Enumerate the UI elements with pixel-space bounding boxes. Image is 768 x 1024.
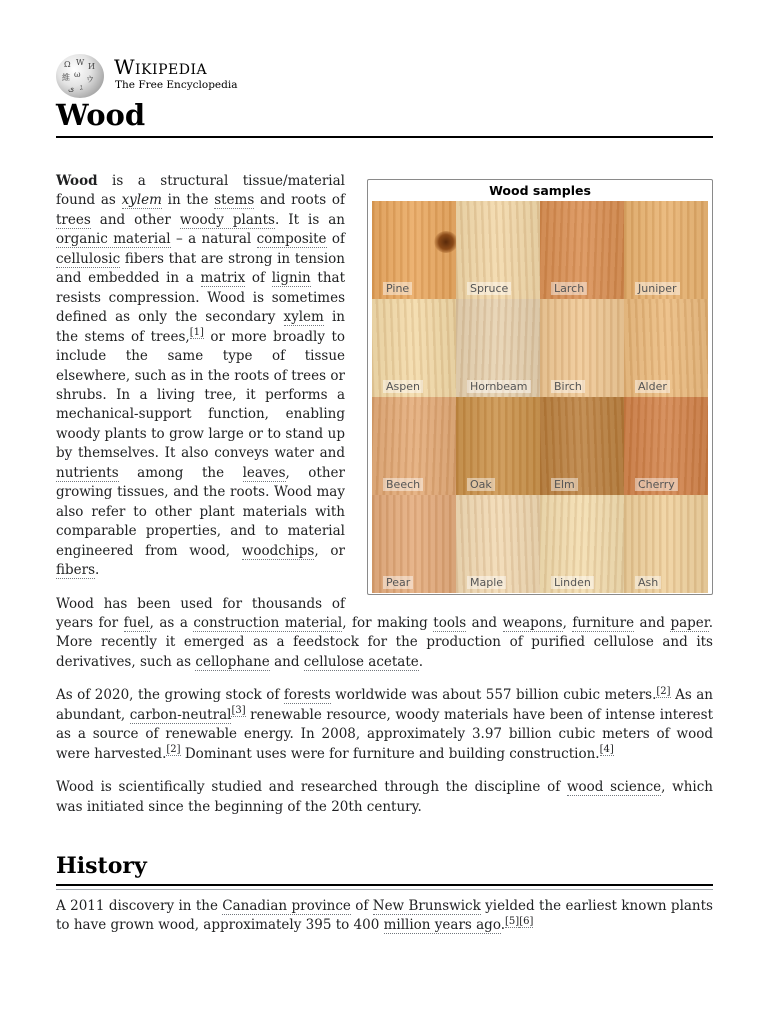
text: in the stems of trees, <box>56 309 345 345</box>
wood-samples-infobox <box>367 179 713 595</box>
link-fuel[interactable]: fuel <box>123 614 150 631</box>
link-cellulose-acetate[interactable]: cellulose acetate <box>303 653 419 670</box>
text: , or <box>314 542 345 559</box>
text: of <box>326 231 345 248</box>
wood-sample-juniper[interactable] <box>624 201 708 299</box>
wood-sample-label: Aspen <box>383 380 423 393</box>
text: yielded the earliest known plants to have grown wood, approximately 395 to 400 <box>56 898 713 934</box>
wood-sample-alder[interactable] <box>624 299 708 397</box>
wood-sample-ash[interactable] <box>624 495 708 593</box>
wood-sample-label: Birch <box>551 380 585 393</box>
text: worldwide was about 557 billion cubic meters. <box>330 687 657 704</box>
uses-paragraph <box>56 595 713 673</box>
text: . <box>500 917 506 934</box>
wood-sample-oak[interactable] <box>456 397 540 495</box>
link-cellulosic[interactable]: cellulosic <box>56 250 121 267</box>
text: , which was initiated since the beginning of the 20th century. <box>56 779 713 815</box>
text: . <box>95 562 100 579</box>
link-furniture[interactable]: furniture <box>572 614 635 631</box>
text: As of 2020, the growing stock of <box>56 687 284 704</box>
link-woody-plants[interactable]: woody plants <box>179 211 275 228</box>
wood-sample-label: Maple <box>467 576 506 589</box>
text: As an abundant, <box>56 687 713 723</box>
wood-sample-label: Oak <box>467 478 495 491</box>
wood-sample-label: Pine <box>383 282 412 295</box>
wood-sample-label: Pear <box>383 576 413 589</box>
text: . <box>418 653 424 670</box>
text: of <box>350 898 373 914</box>
link-wood-science[interactable]: wood science <box>566 779 662 796</box>
site-tagline: The Free Encyclopedia <box>115 79 238 91</box>
text: Wood is scientifically studied and researched through the discipline of <box>56 779 567 796</box>
link-xylem-2[interactable]: xylem <box>283 309 324 326</box>
text: Wood has been used for thousands of years for <box>56 595 345 631</box>
text: is a structural tissue/material found as <box>56 173 345 209</box>
wood-sample-cherry[interactable] <box>624 397 708 495</box>
wood-sample-label: Elm <box>551 478 578 491</box>
text: of <box>245 270 272 287</box>
link-tools[interactable]: tools <box>433 614 467 631</box>
wikipedia-globe-logo[interactable]: Ω W И 維 ω ウ ی ג <box>56 54 104 98</box>
wood-sample-birch[interactable] <box>540 299 624 397</box>
text: A 2011 discovery in the <box>56 898 223 914</box>
text: and roots of <box>254 192 345 209</box>
infobox-title: Wood samples <box>489 183 591 198</box>
text: and <box>269 653 304 670</box>
link-stems[interactable]: stems <box>214 192 255 209</box>
text: . More recently it emerged as a feedstock for the production of purified cellulose and its derivatives, such as <box>56 614 714 670</box>
citation-1[interactable]: [1] <box>189 327 204 339</box>
citation-5[interactable]: [5] <box>505 915 520 927</box>
wood-sample-label: Juniper <box>635 282 680 295</box>
link-canadian-province[interactable]: Canadian province <box>222 898 351 914</box>
text: and <box>466 614 503 631</box>
text: renewable resource, woody materials have been of intense interest as a source of renewable energy. In 2008, approximately 3.97 billion cubic meters of wood were harvested. <box>56 706 713 762</box>
text: , <box>562 614 573 631</box>
text: – a natural <box>170 231 257 248</box>
bold-term: Wood <box>56 173 98 189</box>
wood-sample-larch[interactable] <box>540 201 624 299</box>
wood-sample-elm[interactable] <box>540 397 624 495</box>
wood-sample-label: Hornbeam <box>467 380 531 393</box>
link-carbon-neutral[interactable]: carbon-neutral <box>129 706 232 723</box>
text: , as a <box>149 614 194 631</box>
stock-paragraph <box>56 686 713 764</box>
citation-2[interactable]: [2] <box>656 685 671 697</box>
link-forests[interactable]: forests <box>283 687 331 704</box>
wood-sample-label: Larch <box>551 282 587 295</box>
link-construction-material[interactable]: construction material <box>193 614 343 631</box>
link-trees[interactable]: trees <box>56 211 91 228</box>
link-leaves[interactable]: leaves <box>242 464 286 481</box>
text: in the <box>161 192 215 209</box>
text: that resists compression. Wood is sometimes defined as only the secondary <box>56 270 346 326</box>
history-heading: History <box>56 850 713 886</box>
link-million-years-ago[interactable]: million years ago <box>383 917 501 934</box>
link-organic-material[interactable]: organic material <box>56 231 171 248</box>
link-lignin[interactable]: lignin <box>271 270 311 287</box>
citation-2b[interactable]: [2] <box>166 744 181 756</box>
citation-3[interactable]: [3] <box>231 705 246 717</box>
wood-sample-maple[interactable] <box>456 495 540 593</box>
text: fibers that are strong in tension and embedded in a <box>56 250 345 287</box>
citation-4[interactable]: [4] <box>599 744 614 756</box>
text: , other growing tissues, and the roots. Wood may also refer to other plant materials with comparable properties, and to material engineered from wood, <box>56 464 345 559</box>
page-title: Wood <box>56 96 713 138</box>
link-cellophane[interactable]: cellophane <box>195 653 270 670</box>
wood-sample-label: Ash <box>635 576 661 589</box>
wood-sample-pear[interactable] <box>372 495 456 593</box>
wood-knot-mark <box>434 231 456 253</box>
wood-sample-hornbeam[interactable] <box>456 299 540 397</box>
text: , for making <box>342 614 434 631</box>
wood-sample-label: Cherry <box>635 478 678 491</box>
text: and other <box>90 211 180 228</box>
wood-sample-pine[interactable] <box>372 201 456 299</box>
wood-sample-label: Spruce <box>467 282 511 295</box>
text: . It is an <box>274 211 345 228</box>
text: and <box>634 614 671 631</box>
wood-sample-label: Linden <box>551 576 594 589</box>
science-paragraph <box>56 778 713 817</box>
text: or more broadly to include the same type of tissue elsewhere, such as in the roots of trees or shrubs. In a living tree, it performs a mechanical-support function, enabling woody plants to grow large or to stand up by themselves. It also conveys water and <box>56 328 345 462</box>
wood-sample-beech[interactable] <box>372 397 456 495</box>
citation-6[interactable]: [6] <box>519 915 534 927</box>
link-composite[interactable]: composite <box>256 231 327 248</box>
text: among the <box>118 464 243 481</box>
link-matrix[interactable]: matrix <box>200 270 246 287</box>
wood-sample-label: Alder <box>635 380 670 393</box>
wood-sample-linden[interactable] <box>540 495 624 593</box>
text: Dominant uses were for furniture and building construction. <box>180 745 600 762</box>
link-weapons[interactable]: weapons <box>502 614 563 631</box>
link-xylem[interactable]: xylem <box>121 192 162 209</box>
link-woodchips[interactable]: woodchips <box>241 542 315 559</box>
wood-sample-spruce[interactable] <box>456 201 540 299</box>
wikipedia-wordmark[interactable]: Wikipedia <box>114 55 208 79</box>
wood-sample-label: Beech <box>383 478 423 491</box>
history-paragraph <box>56 897 713 936</box>
site-header[interactable] <box>56 52 356 98</box>
wood-samples-grid[interactable] <box>372 201 708 593</box>
wood-sample-aspen[interactable] <box>372 299 456 397</box>
link-new-brunswick[interactable]: New Brunswick <box>372 898 481 914</box>
link-nutrients[interactable]: nutrients <box>56 464 119 481</box>
link-paper[interactable]: paper <box>670 614 709 631</box>
link-fibers[interactable]: fibers <box>56 562 96 579</box>
article-body <box>56 172 713 831</box>
section-divider <box>56 889 713 890</box>
